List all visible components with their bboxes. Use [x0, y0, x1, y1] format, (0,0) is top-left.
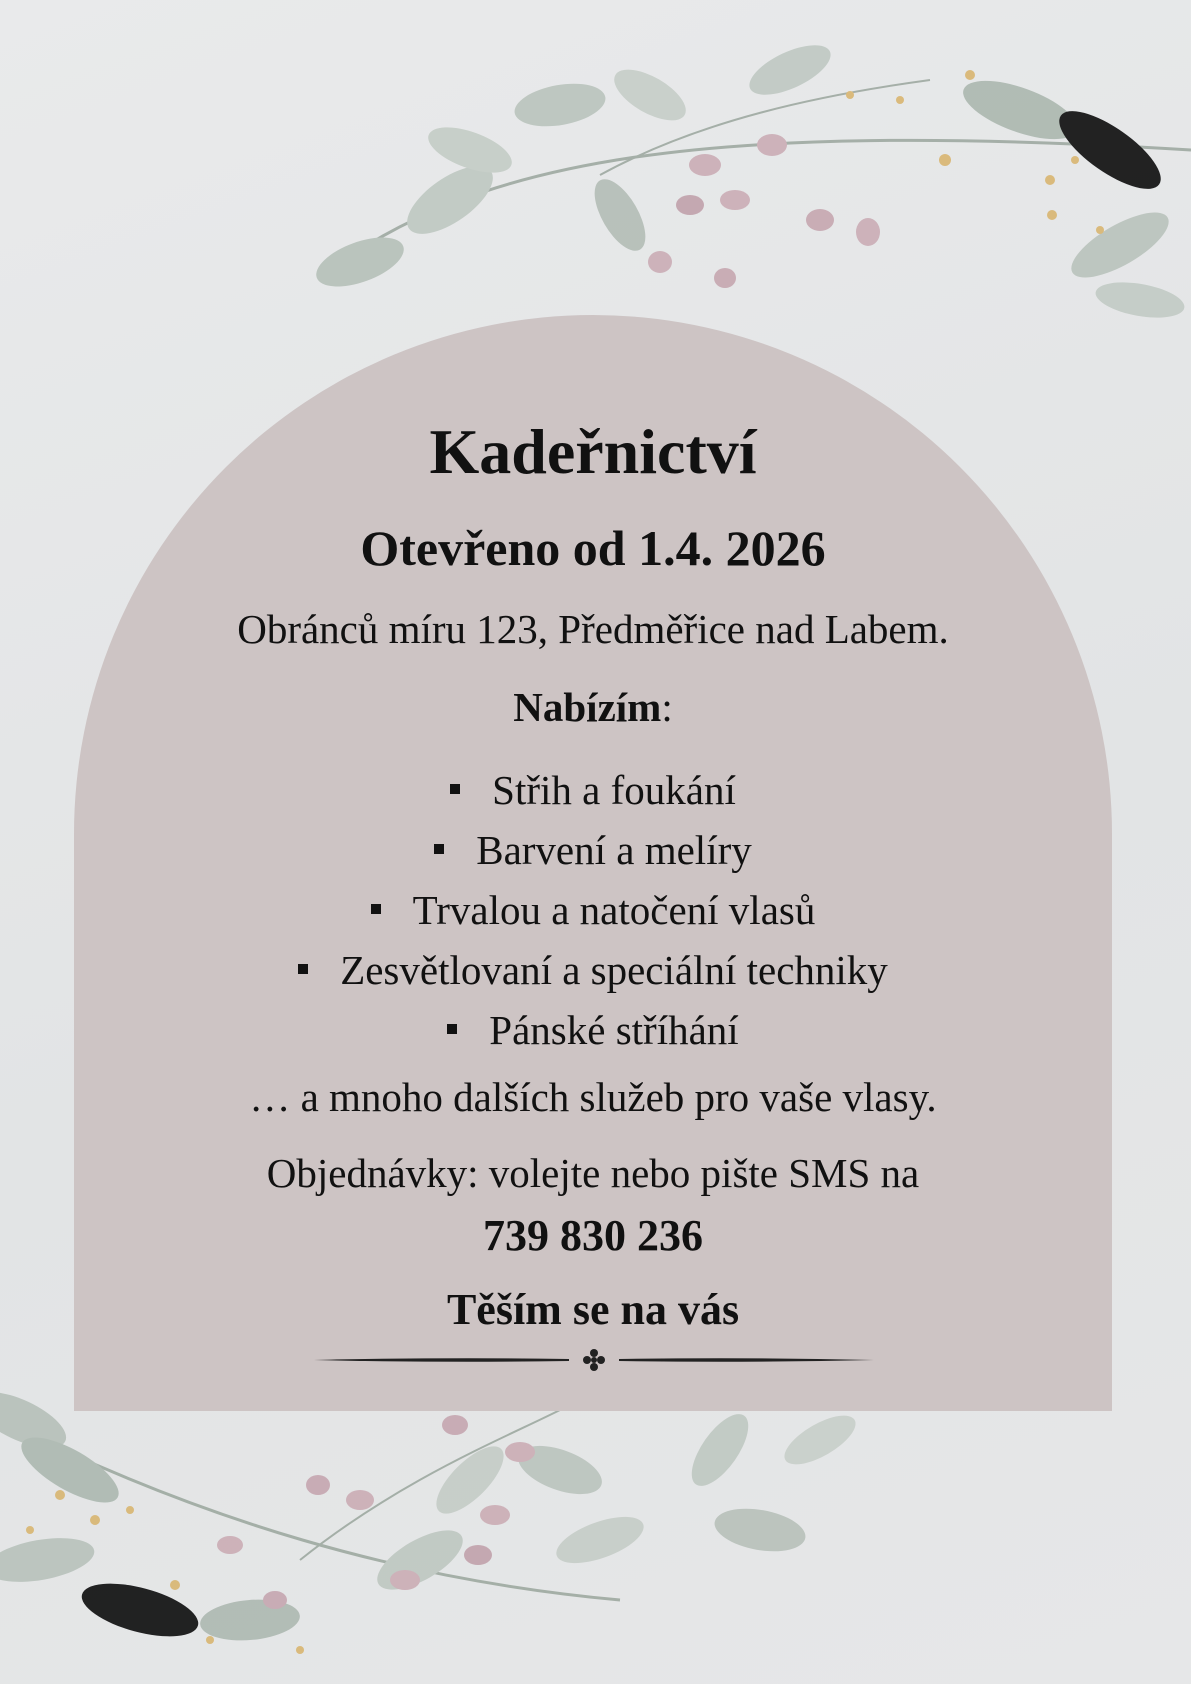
phone-number: 739 830 236: [483, 1211, 703, 1260]
offer-heading: [74, 684, 1112, 730]
service-label: Zesvětlovaní a speciální techniky: [340, 947, 888, 993]
flyer-title: Kadeřnictví: [429, 416, 757, 487]
service-item: [74, 820, 1112, 880]
salon-address: Obránců míru 123, Předměřice nad Labem.: [237, 606, 949, 652]
service-label: Pánské stříhání: [489, 1007, 739, 1053]
service-item: [74, 940, 1112, 1000]
more-services-text: … a mnoho dalších služeb pro vaše vlasy.: [249, 1074, 937, 1120]
service-label: Střih a foukání: [492, 767, 736, 813]
service-label: Barvení a melíry: [476, 827, 752, 873]
service-item: [74, 1000, 1112, 1060]
opening-date: Otevřeno od 1.4. 2026: [360, 520, 826, 576]
square-bullet-icon: [450, 784, 460, 794]
bottom-floral-branch: [0, 1381, 863, 1654]
offer-colon: :: [661, 684, 673, 730]
square-bullet-icon: [371, 904, 381, 914]
top-floral-branch: [310, 35, 1191, 323]
orders-text: Objednávky: volejte nebo pište SMS na: [266, 1150, 920, 1196]
services-list: [74, 760, 1112, 1060]
square-bullet-icon: [298, 964, 308, 974]
square-bullet-icon: [447, 1024, 457, 1034]
ornamental-divider-icon: [314, 1345, 874, 1375]
service-item: [74, 760, 1112, 820]
offer-label: Nabízím: [513, 684, 662, 730]
service-item: [74, 880, 1112, 940]
square-bullet-icon: [434, 844, 444, 854]
closing-text: Těším se na vás: [446, 1285, 740, 1334]
service-label: Trvalou a natočení vlasů: [412, 887, 816, 933]
